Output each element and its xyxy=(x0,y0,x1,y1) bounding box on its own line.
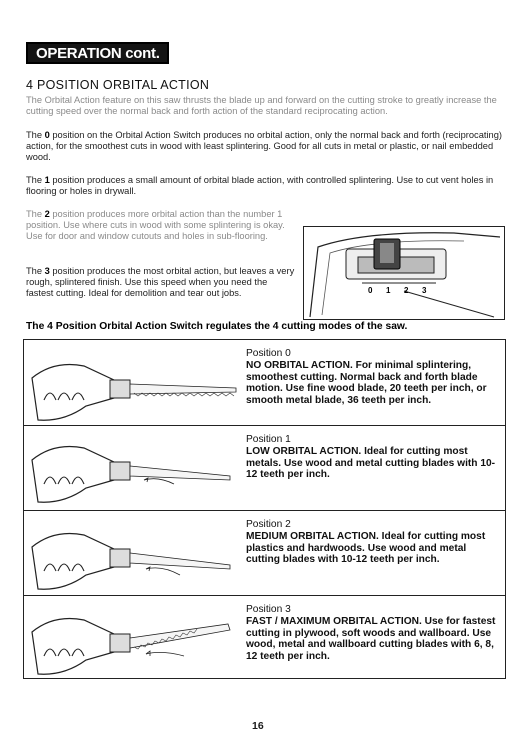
position-number: 2 xyxy=(44,209,50,219)
paragraph-prefix: The xyxy=(26,175,45,185)
position-number: 0 xyxy=(44,130,50,140)
saw-blade-illustration xyxy=(24,596,246,680)
orbital-switch-illustration xyxy=(303,226,505,320)
mode-row-position-0 xyxy=(24,340,505,426)
switch-mark-3: 3 xyxy=(422,286,427,295)
switch-mark-0: 0 xyxy=(368,286,373,295)
summary-line: The 4 Position Orbital Action Switch regulates the 4 cutting modes of the saw. xyxy=(26,321,408,332)
paragraph-text: position produces a small amount of orbital blade action, with controlled splintering. Use to cut vent holes in flooring or holes in drywall. xyxy=(26,175,494,197)
saw-blade-illustration xyxy=(24,426,246,512)
mode-text-position-1 xyxy=(246,434,502,481)
paragraph-text: position produces more orbital action than the number 1 position. Use where cuts in wood with some splintering is okay. Use for door and window cutouts and holes in sub-flooring. xyxy=(26,209,285,242)
mode-text-position-0 xyxy=(246,348,502,407)
mode-position-label: Position 3 xyxy=(246,604,291,615)
section-header-bar xyxy=(26,42,169,64)
mode-text-position-2 xyxy=(246,519,502,566)
mode-description: NO ORBITAL ACTION. For minimal splintering, smoothest cutting. Normal back and forth blade motion. Use fine wood blade, 20 teeth per inch, or smooth metal blade, 36 teeth per inch. xyxy=(246,359,487,407)
switch-mark-1: 1 xyxy=(386,286,391,295)
page-number: 16 xyxy=(252,720,264,732)
mode-row-position-3 xyxy=(24,595,505,682)
section-title: 4 POSITION ORBITAL ACTION xyxy=(26,78,210,92)
position-2-paragraph xyxy=(26,209,296,243)
paragraph-text: position produces the most orbital action, but leaves a very rough, splintered finish. Use this speed when you need the fastest cutting. Ideal for demolition and tear out jobs. xyxy=(26,266,295,299)
mode-position-label: Position 0 xyxy=(246,348,291,359)
paragraph-prefix: The xyxy=(26,209,45,219)
position-number: 3 xyxy=(44,266,50,276)
saw-blade-illustration xyxy=(24,340,246,426)
position-0-paragraph xyxy=(26,130,504,164)
intro-paragraph: The Orbital Action feature on this saw thrusts the blade up and forward on the cutting stroke to greatly increase the cutting speed over the normal back and forth action of the standard reciprocating action. xyxy=(26,95,497,117)
paragraph-prefix: The xyxy=(26,130,45,140)
mode-position-label: Position 1 xyxy=(246,434,291,445)
mode-position-label: Position 2 xyxy=(246,519,291,530)
paragraph-text: position on the Orbital Action Switch produces no orbital action, only the normal back and forth (reciprocating) action, for the smoothest cuts in wood with least splintering. Good for all cuts in metal or plastic, or nail embedded wood. xyxy=(26,130,502,163)
mode-row-position-1 xyxy=(24,425,505,512)
cutting-modes-table xyxy=(23,339,506,679)
position-number: 1 xyxy=(44,175,50,185)
mode-text-position-3 xyxy=(246,604,502,663)
mode-row-position-2 xyxy=(24,510,505,597)
position-3-paragraph xyxy=(26,266,296,300)
saw-blade-illustration xyxy=(24,511,246,597)
mode-description: MEDIUM ORBITAL ACTION. Ideal for cutting most plastics and hardwoods. Use wood and metal cutting blades with 10-12 teeth per inch. xyxy=(246,530,486,566)
orbital-switch-drawing xyxy=(304,227,504,319)
section-header-label: OPERATION cont. xyxy=(36,45,160,62)
switch-mark-2: 2 xyxy=(404,286,409,295)
paragraph-prefix: The xyxy=(26,266,45,276)
position-1-paragraph xyxy=(26,175,504,197)
mode-description: FAST / MAXIMUM ORBITAL ACTION. Use for fastest cutting in plywood, soft woods and wallboard. Use wood, metal and wallboard cutting blades with 6, 8, 12 teeth per inch. xyxy=(246,615,496,663)
mode-description: LOW ORBITAL ACTION. Ideal for cutting most metals. Use wood and metal cutting blades with 10-12 teeth per inch. xyxy=(246,445,496,481)
